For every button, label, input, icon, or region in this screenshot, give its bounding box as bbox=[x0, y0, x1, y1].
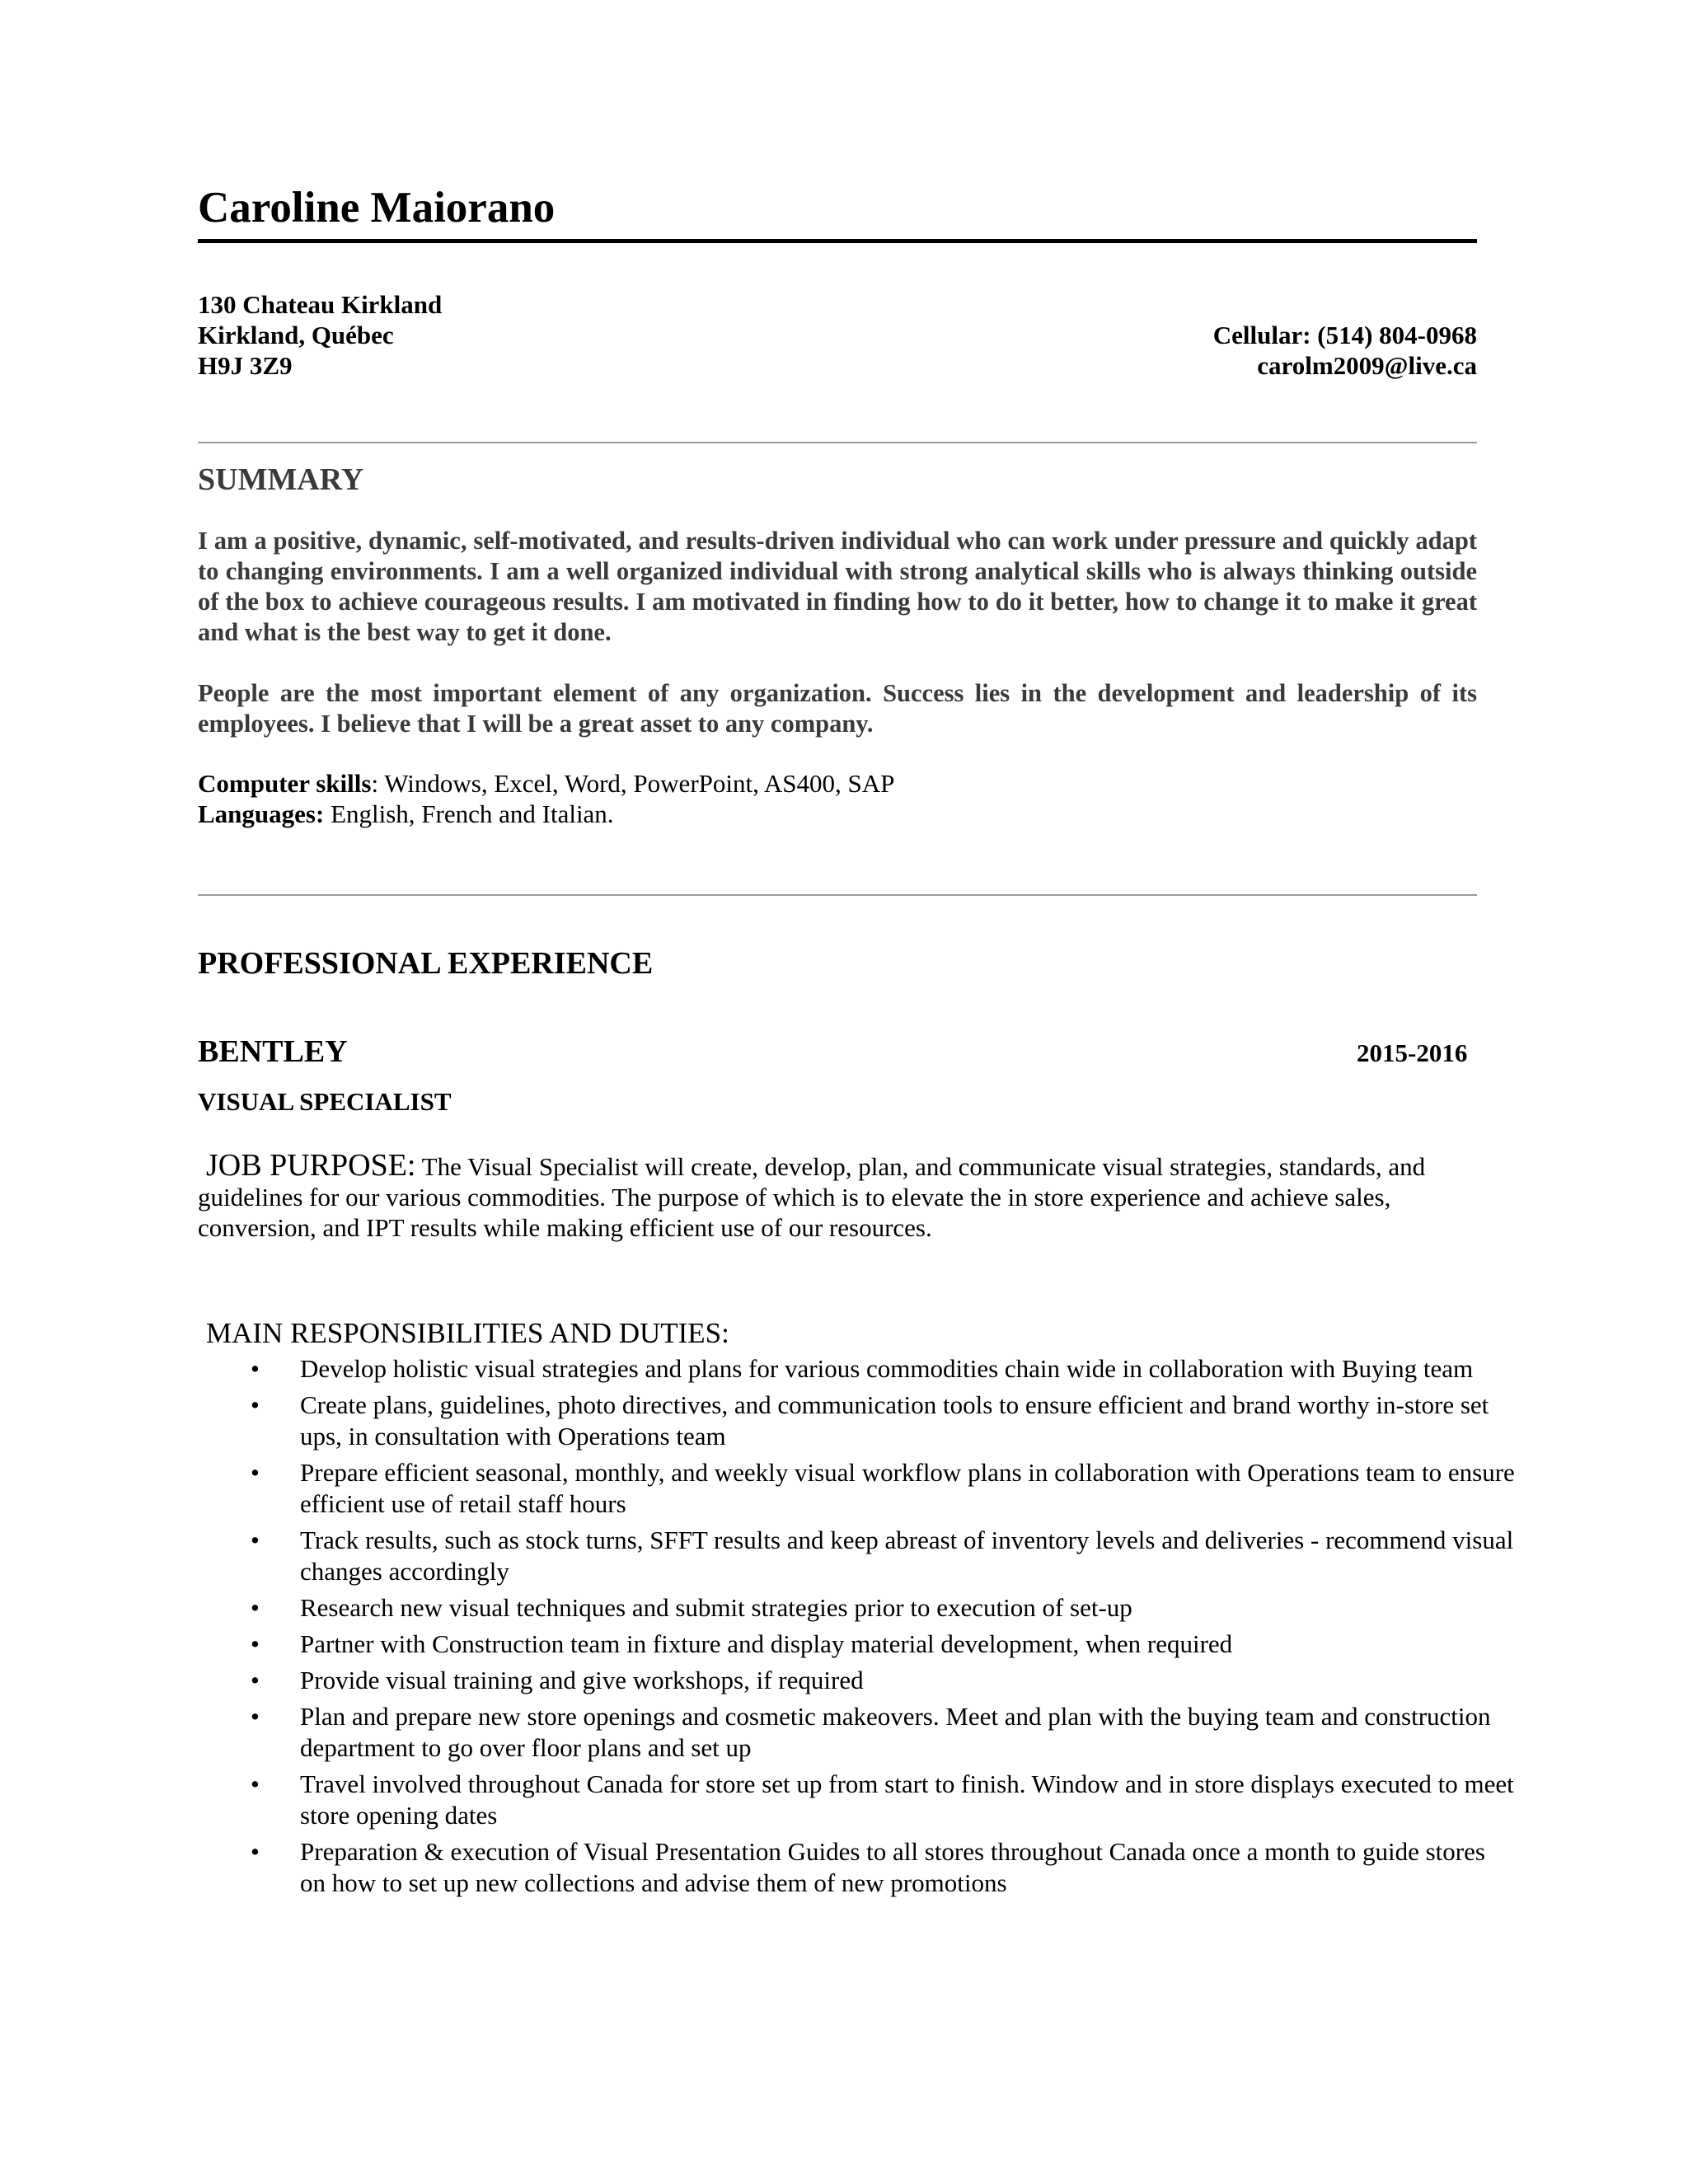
list-item-text: Create plans, guidelines, photo directives, and communication tools to ensure efficient and brand worthy in-store set ups, in consultation with Operations team bbox=[300, 1390, 1489, 1451]
list-item-text: Provide visual training and give workshops, if required bbox=[300, 1666, 864, 1694]
summary-paragraph-2: People are the most important element of any organization. Success lies in the development and leadership of its employees. I believe that I will be a great asset to any company. bbox=[198, 679, 1477, 738]
languages-value: English, French and Italian. bbox=[324, 799, 614, 828]
list-item-text: Partner with Construction team in fixture and display material development, when required bbox=[300, 1629, 1233, 1658]
job-purpose-label: JOB PURPOSE: bbox=[206, 1148, 416, 1183]
computer-skills-line bbox=[198, 768, 894, 799]
list-item bbox=[198, 1836, 1517, 1899]
bullet-icon: • bbox=[251, 1769, 260, 1798]
languages-label: Languages: bbox=[198, 799, 325, 828]
job-purpose bbox=[198, 1148, 1484, 1243]
job-purpose-text: The Visual Specialist will create, develop, plan, and communicate visual strategies, standards, and guidelines for our various commodities. The purpose of which is to elevate the in store experience and achieve sales, conversion, and IPT results while making efficient use of our resources. bbox=[198, 1152, 1426, 1242]
list-item-text: Develop holistic visual strategies and plans for various commodities chain wide in collaboration with Buying team bbox=[300, 1354, 1474, 1383]
experience-heading: PROFESSIONAL EXPERIENCE bbox=[198, 946, 654, 981]
list-item-text: Preparation & execution of Visual Presentation Guides to all stores throughout Canada once a month to guide stores on how to set up new collections and advise them of new promotions bbox=[300, 1837, 1485, 1897]
list-item bbox=[198, 1390, 1517, 1452]
list-item bbox=[198, 1629, 1517, 1660]
list-item bbox=[198, 1353, 1517, 1385]
list-item bbox=[198, 1525, 1517, 1587]
list-item bbox=[198, 1665, 1517, 1696]
divider-summary bbox=[198, 442, 1477, 443]
languages-line bbox=[198, 799, 894, 829]
bullet-icon: • bbox=[251, 1593, 260, 1622]
bullet-icon: • bbox=[251, 1354, 260, 1383]
bullet-icon: • bbox=[251, 1390, 260, 1419]
list-item bbox=[198, 1592, 1517, 1624]
computer-skills-label: Computer skills bbox=[198, 769, 372, 798]
responsibilities-list bbox=[198, 1353, 1517, 1904]
name-underline bbox=[198, 239, 1477, 243]
cellular-phone: Cellular: (514) 804-0968 bbox=[1212, 321, 1477, 349]
bullet-icon: • bbox=[251, 1702, 260, 1731]
company-name: BENTLEY bbox=[198, 1034, 348, 1069]
bullet-icon: • bbox=[251, 1666, 260, 1694]
list-item-text: Research new visual techniques and submit strategies prior to execution of set-up bbox=[300, 1593, 1132, 1622]
list-item bbox=[198, 1769, 1517, 1831]
list-item bbox=[198, 1701, 1517, 1764]
bullet-icon: • bbox=[251, 1629, 260, 1658]
divider-experience bbox=[198, 894, 1477, 896]
email-address: carolm2009@live.ca bbox=[1257, 351, 1477, 380]
address-block bbox=[198, 289, 442, 381]
skills-block bbox=[198, 768, 894, 829]
list-item-text: Plan and prepare new store openings and cosmetic makeovers. Meet and plan with the buying team and construction department to go over floor plans and set up bbox=[300, 1702, 1491, 1762]
employment-dates: 2015-2016 bbox=[1357, 1038, 1468, 1067]
responsibilities-heading: MAIN RESPONSIBILITIES AND DUTIES: bbox=[206, 1317, 729, 1349]
list-item bbox=[198, 1457, 1517, 1520]
list-item-text: Travel involved throughout Canada for store set up from start to finish. Window and in store displays executed to meet store opening dates bbox=[300, 1769, 1514, 1830]
bullet-icon: • bbox=[251, 1837, 260, 1866]
postal-code: H9J 3Z9 bbox=[198, 351, 293, 380]
resume-name: Caroline Maiorano bbox=[198, 184, 556, 232]
bullet-icon: • bbox=[251, 1526, 260, 1554]
job-title: VISUAL SPECIALIST bbox=[198, 1087, 452, 1116]
summary-paragraph-1: I am a positive, dynamic, self-motivated, and results-driven individual who can work under pressure and quickly adapt to changing environments. I am a well organized individual with strong analytical skills who is always thinking outside of the box to achieve courageous results. I am motivated in finding how to do it better, how to change it to make it great and what is the best way to get it done. bbox=[198, 527, 1477, 646]
bullet-icon: • bbox=[251, 1458, 260, 1487]
computer-skills-value: : Windows, Excel, Word, PowerPoint, AS400, SAP bbox=[371, 769, 895, 798]
list-item-text: Prepare efficient seasonal, monthly, and weekly visual workflow plans in collaboration with Operations team to ensure efficient use of retail staff hours bbox=[300, 1458, 1515, 1518]
summary-heading: SUMMARY bbox=[198, 462, 364, 497]
address-line-2: Kirkland, Québec bbox=[198, 321, 394, 349]
contact-block bbox=[1213, 320, 1477, 381]
list-item-text: Track results, such as stock turns, SFFT results and keep abreast of inventory levels and deliveries - recommend visual changes accordingly bbox=[300, 1526, 1514, 1586]
address-line-1: 130 Chateau Kirkland bbox=[198, 290, 443, 319]
